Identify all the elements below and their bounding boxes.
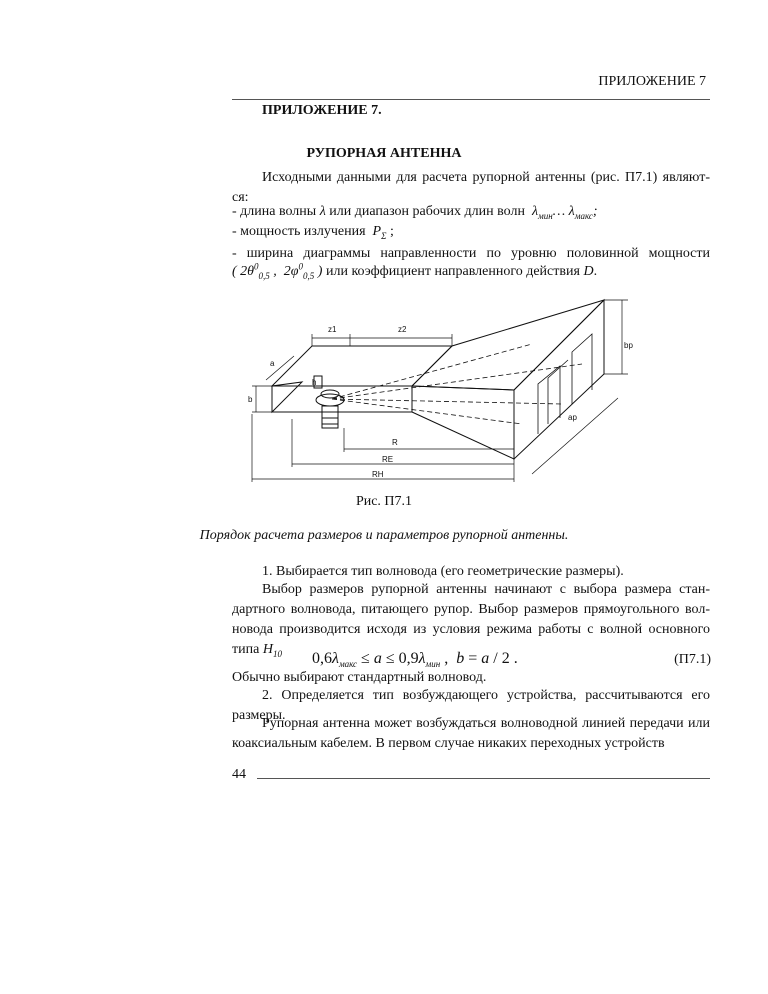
label-ap: ap bbox=[568, 413, 577, 422]
footer-rule bbox=[257, 778, 710, 779]
label-h: h bbox=[312, 378, 317, 387]
list-item-text: или диапазон рабочих длин волн bbox=[329, 204, 525, 219]
formula-number: (П7.1) bbox=[674, 652, 711, 667]
list-item-text: - длина волны bbox=[232, 204, 317, 219]
label-bp: bp bbox=[624, 341, 633, 350]
connector-nut bbox=[316, 394, 344, 406]
list-item-beamwidth-cont: ( $2\theta^0_{0,5}$ , $2\varphi^0_{0,5}$ ) или коэффициент направленного действия D. bbox=[232, 261, 598, 281]
formula-p7-1: $0,6\lambda_{макс} \le a \le 0,9\lambda_{мин}$ , b = a / 2 . bbox=[312, 650, 518, 670]
label-a: a bbox=[270, 359, 275, 368]
directivity-symbol: D bbox=[583, 264, 594, 279]
step-1-tail: Обычно выбирают стандартный волновод. bbox=[232, 670, 487, 685]
step-1-paragraph: Выбор размеров рупорной антенны начинают с выбора размера стан-дартного волновода, питающего рупор. Выбор размеров прямоугольного вол-новода производится исходя из условия режима работы с волной основного типа $H_{10}$ bbox=[232, 582, 710, 659]
beamwidth-formula: ( $2\theta^0_{0,5}$ , $2\varphi^0_{0,5}$ ) bbox=[232, 261, 323, 281]
running-head: ПРИЛОЖЕНИЕ 7 bbox=[598, 74, 706, 89]
list-item-text: ; bbox=[389, 224, 394, 239]
section-title: РУПОРНАЯ АНТЕННА bbox=[306, 146, 462, 161]
figure-caption: Рис. П7.1 bbox=[355, 494, 413, 509]
header-rule bbox=[232, 99, 710, 100]
page-number: 44 bbox=[232, 767, 246, 782]
appendix-title: ПРИЛОЖЕНИЕ 7. bbox=[262, 103, 382, 118]
horn-antenna-drawing bbox=[232, 294, 652, 489]
label-z2: z2 bbox=[398, 325, 407, 334]
horn-front-face bbox=[412, 386, 514, 459]
horn-top-face bbox=[412, 300, 604, 390]
label-R: R bbox=[392, 438, 398, 447]
power-symbol: $P_\Sigma$ bbox=[372, 224, 387, 241]
list-item-power bbox=[232, 224, 394, 240]
mode-symbol: $H_{10}$ bbox=[262, 642, 282, 659]
horn-aperture bbox=[514, 300, 604, 459]
procedure-title: Порядок расчета размеров и параметров рупорной антенны. bbox=[199, 528, 569, 543]
step-1-heading: 1. Выбирается тип волновода (его геометрические размеры). bbox=[262, 564, 624, 579]
lambda-symbol: λ bbox=[319, 204, 326, 219]
list-item-beamwidth: - ширина диаграммы направленности по уровню половинной мощности bbox=[232, 246, 710, 261]
label-RE: RE bbox=[382, 455, 394, 464]
list-item-wavelength bbox=[232, 204, 598, 220]
list-item-text: - мощность излучения bbox=[232, 224, 366, 239]
horn-antenna-figure bbox=[232, 294, 652, 489]
intro-paragraph: Исходными данными для расчета рупорной антенны (рис. П7.1) являют-ся: bbox=[232, 170, 710, 205]
step-2-paragraph: Рупорная антенна может возбуждаться волноводной линией передачи или коаксиальным кабелем. В первом случае никаких переходных устройств bbox=[232, 716, 710, 751]
label-z1: z1 bbox=[328, 325, 337, 334]
wavelength-range: $\lambda_{мин}\dots$ $\lambda_{макс}$; bbox=[531, 204, 598, 221]
label-b: b bbox=[248, 395, 253, 404]
waveguide-top-face bbox=[272, 346, 452, 386]
coax-connector bbox=[322, 406, 338, 428]
step-2-heading: 2. Определяется тип возбуждающего устройства, рассчитываются его размеры. bbox=[232, 688, 710, 723]
label-RH: RH bbox=[372, 470, 384, 479]
list-item-text: или коэффициент направленного действия bbox=[322, 264, 584, 279]
